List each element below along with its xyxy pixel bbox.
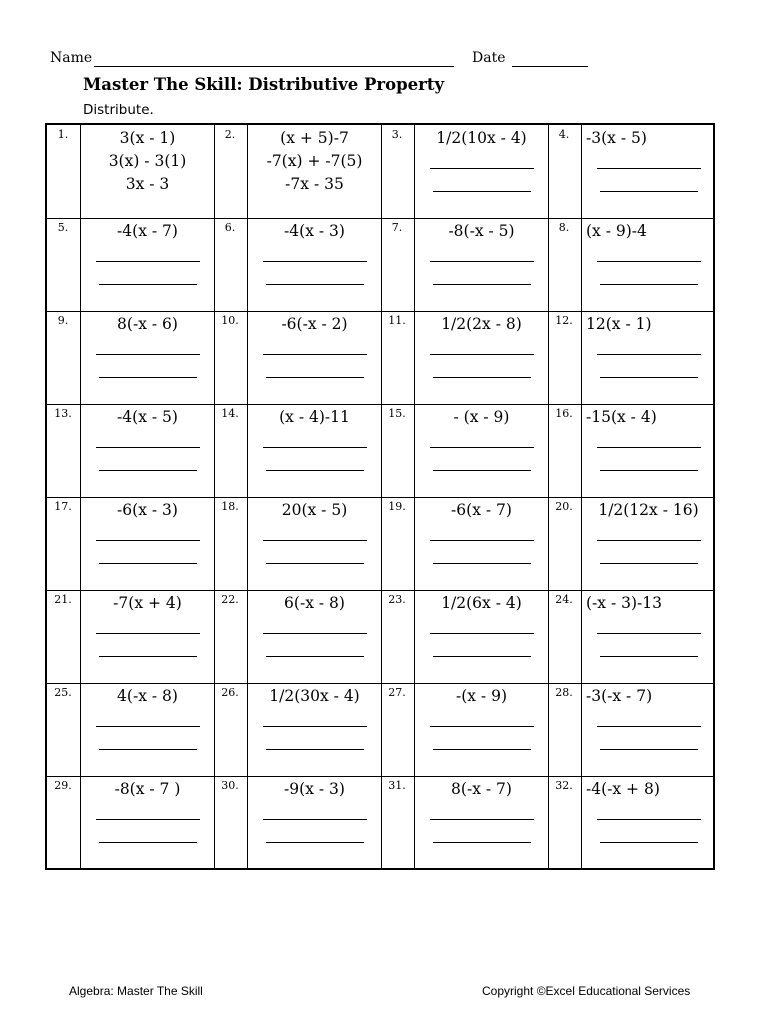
problem-expression: -8(x - 7 ) xyxy=(114,780,181,798)
problem-cell xyxy=(214,125,381,218)
problem-cell xyxy=(214,776,381,870)
answer-blank[interactable] xyxy=(433,547,531,564)
problem-expression: -6(-x - 2) xyxy=(281,315,348,333)
problem-expression: -3(x - 5) xyxy=(586,129,647,147)
answer-blank[interactable] xyxy=(597,245,701,262)
problem-number: 29. xyxy=(54,779,72,792)
problem-grid xyxy=(45,123,715,870)
problem-cell xyxy=(548,497,715,590)
problem-cell xyxy=(381,311,548,404)
footer-right: Copyright ©Excel Educational Services xyxy=(482,984,691,998)
answer-blank[interactable] xyxy=(600,361,698,378)
problem-number: 21. xyxy=(54,593,72,606)
answer-blank[interactable] xyxy=(263,524,367,541)
answer-blank[interactable] xyxy=(600,547,698,564)
problem-cell xyxy=(47,125,214,218)
problem-number: 20. xyxy=(555,500,573,513)
answer-blank[interactable] xyxy=(433,733,531,750)
problem-number: 4. xyxy=(558,128,570,141)
worksheet-title: Master The Skill: Distributive Property xyxy=(83,75,445,94)
answer-blank[interactable] xyxy=(600,175,698,192)
problem-cell xyxy=(214,683,381,776)
answer-blank[interactable] xyxy=(96,803,200,820)
problem-cell xyxy=(381,404,548,497)
problem-cell xyxy=(548,125,715,218)
answer-blank[interactable] xyxy=(597,524,701,541)
footer-left: Algebra: Master The Skill xyxy=(69,984,203,998)
answer-blank[interactable] xyxy=(266,454,364,471)
problem-number: 13. xyxy=(54,407,72,420)
answer-blank[interactable] xyxy=(263,803,367,820)
problem-expression: (-x - 3)-13 xyxy=(586,594,662,612)
problem-cell xyxy=(548,683,715,776)
answer-blank[interactable] xyxy=(263,431,367,448)
problem-number: 5. xyxy=(57,221,69,234)
answer-blank[interactable] xyxy=(433,454,531,471)
problem-number: 27. xyxy=(388,686,406,699)
answer-blank[interactable] xyxy=(99,733,197,750)
problem-expression: -4(-x + 8) xyxy=(586,780,660,798)
name-blank[interactable] xyxy=(94,66,454,67)
answer-blank[interactable] xyxy=(600,640,698,657)
answer-blank[interactable] xyxy=(263,338,367,355)
answer-blank[interactable] xyxy=(597,152,701,169)
answer-blank[interactable] xyxy=(96,338,200,355)
problem-cell xyxy=(548,776,715,870)
answer-blank[interactable] xyxy=(430,245,534,262)
problem-expression: -6(x - 3) xyxy=(117,501,178,519)
answer-blank[interactable] xyxy=(597,338,701,355)
answer-blank[interactable] xyxy=(99,268,197,285)
problem-cell xyxy=(381,125,548,218)
answer-blank[interactable] xyxy=(430,803,534,820)
answer-blank[interactable] xyxy=(597,803,701,820)
problem-cell xyxy=(47,683,214,776)
problem-cell xyxy=(47,776,214,870)
problem-number: 2. xyxy=(224,128,236,141)
problem-number: 11. xyxy=(388,314,406,327)
answer-blank[interactable] xyxy=(433,361,531,378)
answer-blank[interactable] xyxy=(433,175,531,192)
answer-blank[interactable] xyxy=(430,617,534,634)
problem-cell xyxy=(47,404,214,497)
problem-number: 3. xyxy=(391,128,403,141)
problem-number: 1. xyxy=(57,128,69,141)
answer-blank[interactable] xyxy=(263,710,367,727)
answer-blank[interactable] xyxy=(600,826,698,843)
worked-step: 3x - 3 xyxy=(125,175,170,193)
answer-blank[interactable] xyxy=(597,431,701,448)
date-label: Date xyxy=(472,50,506,66)
problem-cell xyxy=(214,590,381,683)
problem-cell xyxy=(214,404,381,497)
problem-expression: (x + 5)-7 xyxy=(280,129,349,147)
problem-cell xyxy=(214,218,381,311)
answer-blank[interactable] xyxy=(266,640,364,657)
answer-blank[interactable] xyxy=(433,268,531,285)
problem-expression: 1/2(6x - 4) xyxy=(441,594,522,612)
problem-number: 7. xyxy=(391,221,403,234)
answer-blank[interactable] xyxy=(433,640,531,657)
answer-blank[interactable] xyxy=(430,152,534,169)
name-label: Name xyxy=(50,50,93,66)
answer-blank[interactable] xyxy=(96,245,200,262)
answer-blank[interactable] xyxy=(597,617,701,634)
problem-number: 14. xyxy=(221,407,239,420)
answer-blank[interactable] xyxy=(597,710,701,727)
problem-number: 9. xyxy=(57,314,69,327)
problem-number: 24. xyxy=(555,593,573,606)
problem-expression: 20(x - 5) xyxy=(281,501,348,519)
problem-expression: -9(x - 3) xyxy=(284,780,345,798)
problem-cell xyxy=(381,683,548,776)
answer-blank[interactable] xyxy=(96,524,200,541)
problem-number: 19. xyxy=(388,500,406,513)
problem-cell xyxy=(381,590,548,683)
problem-expression: 1/2(30x - 4) xyxy=(269,687,360,705)
answer-blank[interactable] xyxy=(430,431,534,448)
problem-cell xyxy=(47,497,214,590)
problem-expression: 6(-x - 8) xyxy=(284,594,345,612)
answer-blank[interactable] xyxy=(99,454,197,471)
problem-expression: 4(-x - 8) xyxy=(117,687,178,705)
problem-expression: 1/2(12x - 16) xyxy=(598,501,699,519)
answer-blank[interactable] xyxy=(266,361,364,378)
answer-blank[interactable] xyxy=(433,826,531,843)
answer-blank[interactable] xyxy=(263,617,367,634)
problem-expression: -3(-x - 7) xyxy=(586,687,653,705)
instruction-text: Distribute. xyxy=(83,102,154,118)
problem-cell xyxy=(47,590,214,683)
answer-blank[interactable] xyxy=(430,524,534,541)
problem-expression: 3(x - 1) xyxy=(119,129,176,147)
worked-step: -7(x) + -7(5) xyxy=(266,152,363,170)
problem-expression: -4(x - 5) xyxy=(117,408,178,426)
problem-number: 32. xyxy=(555,779,573,792)
problem-cell xyxy=(47,218,214,311)
problem-expression: 12(x - 1) xyxy=(586,315,652,333)
header-row xyxy=(50,50,610,72)
problem-number: 18. xyxy=(221,500,239,513)
problem-number: 30. xyxy=(221,779,239,792)
problem-cell xyxy=(548,590,715,683)
answer-blank[interactable] xyxy=(266,547,364,564)
answer-blank[interactable] xyxy=(263,245,367,262)
problem-expression: -(x - 9) xyxy=(455,687,508,705)
date-blank[interactable] xyxy=(512,66,588,67)
problem-cell xyxy=(381,497,548,590)
answer-blank[interactable] xyxy=(266,733,364,750)
answer-blank[interactable] xyxy=(600,454,698,471)
problem-expression: -4(x - 7) xyxy=(117,222,178,240)
answer-blank[interactable] xyxy=(600,733,698,750)
problem-cell xyxy=(548,218,715,311)
problem-cell xyxy=(47,311,214,404)
problem-number: 17. xyxy=(54,500,72,513)
answer-blank[interactable] xyxy=(600,268,698,285)
answer-blank[interactable] xyxy=(99,547,197,564)
problem-expression: -15(x - 4) xyxy=(586,408,657,426)
problem-number: 8. xyxy=(558,221,570,234)
problem-cell xyxy=(548,404,715,497)
problem-expression: -6(x - 7) xyxy=(451,501,512,519)
problem-cell xyxy=(381,776,548,870)
problem-expression: -7(x + 4) xyxy=(113,594,182,612)
answer-blank[interactable] xyxy=(430,710,534,727)
problem-number: 16. xyxy=(555,407,573,420)
answer-blank[interactable] xyxy=(96,617,200,634)
answer-blank[interactable] xyxy=(99,826,197,843)
problem-expression: -4(x - 3) xyxy=(284,222,345,240)
problem-number: 6. xyxy=(224,221,236,234)
worked-step: 3(x) - 3(1) xyxy=(108,152,187,170)
answer-blank[interactable] xyxy=(96,431,200,448)
problem-number: 31. xyxy=(388,779,406,792)
problem-number: 12. xyxy=(555,314,573,327)
problem-expression: 1/2(2x - 8) xyxy=(441,315,522,333)
problem-expression: (x - 4)-11 xyxy=(279,408,350,426)
problem-expression: 8(-x - 6) xyxy=(117,315,178,333)
answer-blank[interactable] xyxy=(96,710,200,727)
worked-step: -7x - 35 xyxy=(285,175,344,193)
problem-number: 10. xyxy=(221,314,239,327)
answer-blank[interactable] xyxy=(430,338,534,355)
answer-blank[interactable] xyxy=(266,826,364,843)
problem-number: 26. xyxy=(221,686,239,699)
problem-expression: (x - 9)-4 xyxy=(586,222,647,240)
answer-blank[interactable] xyxy=(266,268,364,285)
problem-expression: 8(-x - 7) xyxy=(451,780,512,798)
problem-number: 15. xyxy=(388,407,406,420)
problem-cell xyxy=(214,497,381,590)
problem-number: 28. xyxy=(555,686,573,699)
problem-expression: 1/2(10x - 4) xyxy=(436,129,527,147)
problem-number: 25. xyxy=(54,686,72,699)
problem-expression: - (x - 9) xyxy=(453,408,510,426)
answer-blank[interactable] xyxy=(99,640,197,657)
problem-cell xyxy=(381,218,548,311)
problem-number: 22. xyxy=(221,593,239,606)
answer-blank[interactable] xyxy=(99,361,197,378)
problem-expression: -8(-x - 5) xyxy=(448,222,515,240)
problem-number: 23. xyxy=(388,593,406,606)
problem-cell xyxy=(548,311,715,404)
problem-cell xyxy=(214,311,381,404)
